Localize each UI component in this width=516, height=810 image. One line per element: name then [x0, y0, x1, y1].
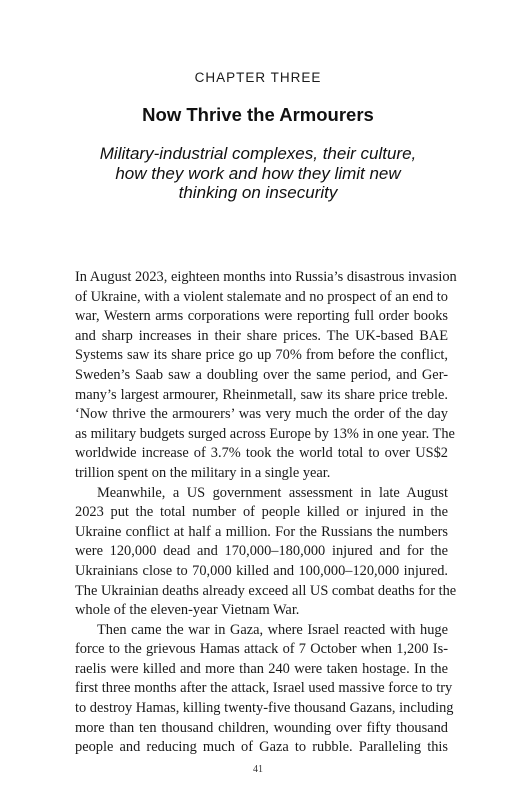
body-line: and sharp increases in their share prices. The UK-based BAE	[75, 327, 448, 344]
body-line: of Ukraine, with a violent stalemate and no prospect of an end to	[75, 288, 448, 305]
body-line: to destroy Hamas, killing twenty-five thousand Gazans, including	[75, 700, 454, 717]
chapter-title: Now Thrive the Armourers	[142, 104, 374, 125]
body-line: force to the grievous Hamas attack of 7 October when 1,200 Is-	[75, 641, 448, 658]
chapter-subtitle	[70, 144, 446, 203]
body-line: people and reducing much of Gaza to rubble. Paralleling this	[75, 739, 448, 756]
body-line: raelis were killed and more than 240 were taken hostage. In the	[75, 660, 448, 677]
body-line: Sweden’s Saab saw a doubling over the same period, and Ger-	[75, 366, 448, 383]
body-line: whole of the eleven-year Vietnam War.	[75, 602, 300, 619]
body-text	[75, 268, 457, 758]
body-line: Then came the war in Gaza, where Israel reacted with huge	[97, 621, 448, 638]
body-line: Systems saw its share price go up 70% from before the conflict,	[75, 347, 448, 364]
body-line: trillion spent on the military in a single year.	[75, 464, 331, 481]
body-line: Meanwhile, a US government assessment in late August	[97, 484, 448, 501]
body-line: many’s largest armourer, Rheinmetall, saw its share price treble.	[75, 386, 448, 403]
body-line: 2023 put the total number of people killed or injured in the	[75, 504, 448, 521]
body-line: Ukraine conflict at half a million. For the Russians the numbers	[75, 523, 448, 540]
body-line: Ukrainians close to 70,000 killed and 100,000–120,000 injured.	[75, 562, 448, 579]
body-line: In August 2023, eighteen months into Russia’s disastrous invasion	[75, 269, 457, 285]
body-line: were 120,000 dead and 170,000–180,000 injured and for the	[75, 543, 448, 560]
subtitle-line: thinking on insecurity	[178, 183, 338, 203]
body-line: ‘Now thrive the armourers’ was very much the order of the day	[75, 406, 448, 423]
chapter-label: CHAPTER THREE	[194, 70, 322, 85]
page-number: 41	[253, 764, 263, 775]
subtitle-line: how they work and how they limit new	[115, 163, 401, 183]
body-line: worldwide increase of 3.7% took the world total to over US$2	[75, 445, 448, 462]
body-line: as military budgets surged across Europe by 13% in one year. The	[75, 425, 455, 442]
body-line: more than ten thousand children, wounding over fifty thousand	[75, 719, 448, 736]
body-line: The Ukrainian deaths already exceed all US combat deaths for the	[75, 582, 457, 599]
body-line: first three months after the attack, Israel used massive force to try	[75, 680, 453, 697]
subtitle-line: Military-industrial complexes, their culture,	[99, 144, 417, 163]
body-line: war, Western arms corporations were reporting full order books	[75, 308, 448, 325]
